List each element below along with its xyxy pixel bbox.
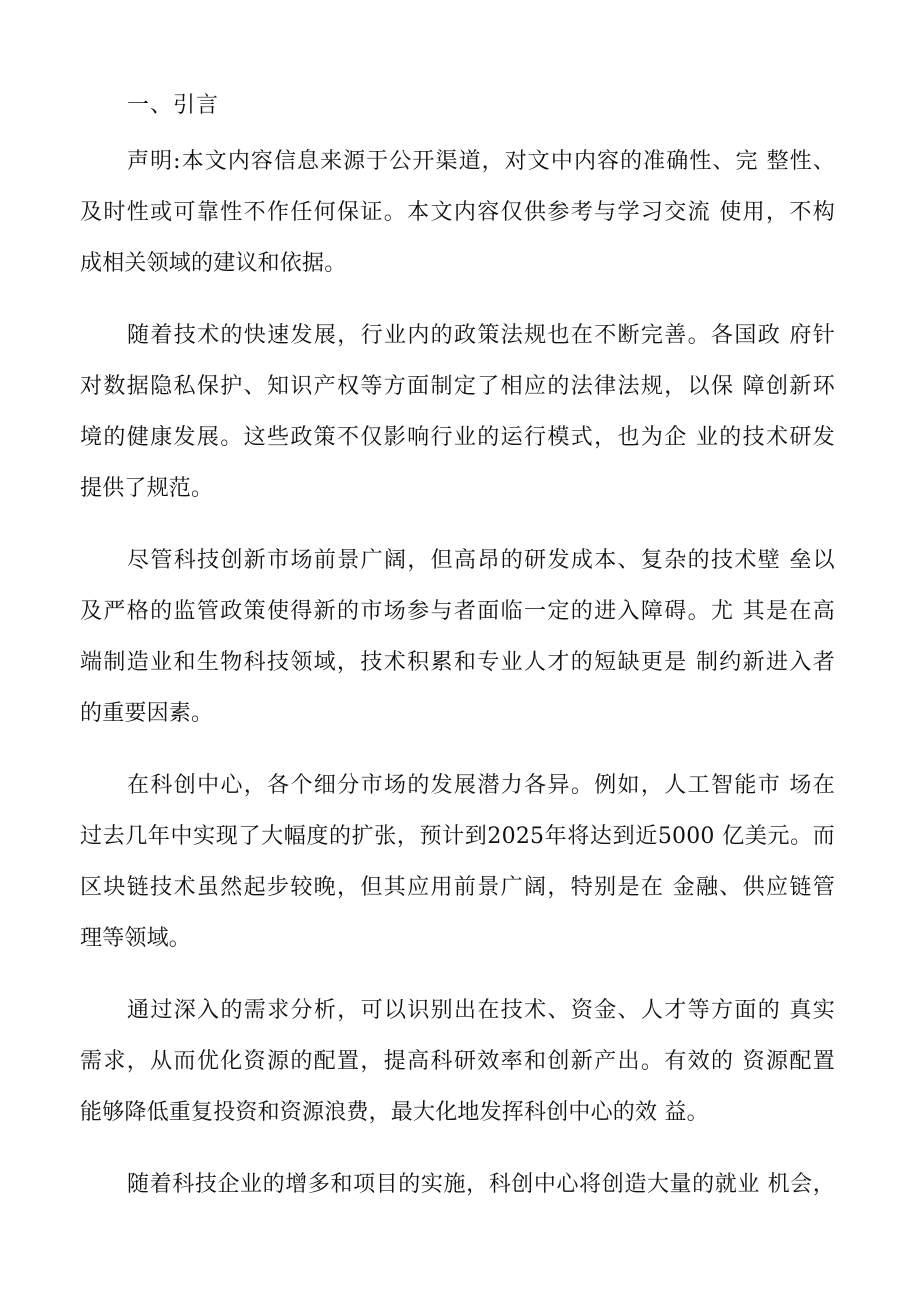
paragraph-6-line-1: 随着科技企业的增多和项目的实施，科创中心将创造大量的就业 机会， <box>127 1172 835 1197</box>
paragraph-1-line-1: 声明:本文内容信息来源于公开渠道，对文中内容的准确性、完 整性、 <box>127 149 835 174</box>
paragraph-2-line-1: 随着技术的快速发展，行业内的政策法规也在不断完善。各国政 府针 <box>127 323 835 348</box>
paragraph-3-line-4: 的重要因素。 <box>80 701 214 726</box>
paragraph-5-line-1: 通过深入的需求分析，可以识别出在技术、资金、人才等方面的 真实 <box>127 998 835 1023</box>
paragraph-2-line-4: 提供了规范。 <box>80 476 214 501</box>
paragraph-2-line-3: 境的健康发展。这些政策不仅影响行业的运行模式，也为企 业的技术研发 <box>80 425 835 450</box>
paragraph-3-line-3: 端制造业和生物科技领域，技术积累和专业人才的短缺更是 制约新进入者 <box>80 650 835 675</box>
paragraph-4-line-2: 过去几年中实现了大幅度的扩张，预计到2025年将达到近5000 亿美元。而 <box>80 824 835 849</box>
paragraph-4-line-3: 区块链技术虽然起步较晚，但其应用前景广阔，特别是在 金融、供应链管 <box>80 875 835 900</box>
paragraph-1-line-3: 成相关领域的建议和依据。 <box>80 251 347 276</box>
paragraph-5-line-2: 需求，从而优化资源的配置，提高科研效率和创新产出。有效的 资源配置 <box>80 1049 835 1074</box>
paragraph-2-line-2: 对数据隐私保护、知识产权等方面制定了相应的法律法规，以保 障创新环 <box>80 374 835 399</box>
paragraph-4-line-4: 理等领域。 <box>80 926 192 951</box>
paragraph-1-line-2: 及时性或可靠性不作任何保证。本文内容仅供参考与学习交流 使用，不构 <box>80 200 835 225</box>
section-heading: 一、引言 <box>127 93 220 118</box>
paragraph-4-line-1: 在科创中心，各个细分市场的发展潜力各异。例如，人工智能市 场在 <box>127 773 835 798</box>
paragraph-3-line-2: 及严格的监管政策使得新的市场参与者面临一定的进入障碍。尤 其是在高 <box>80 599 835 624</box>
paragraph-5-line-3: 能够降低重复投资和资源浪费，最大化地发挥科创中心的效 益。 <box>80 1100 709 1125</box>
paragraph-3-line-1: 尽管科技创新市场前景广阔，但高昂的研发成本、复杂的技术壁 垒以 <box>127 548 835 573</box>
